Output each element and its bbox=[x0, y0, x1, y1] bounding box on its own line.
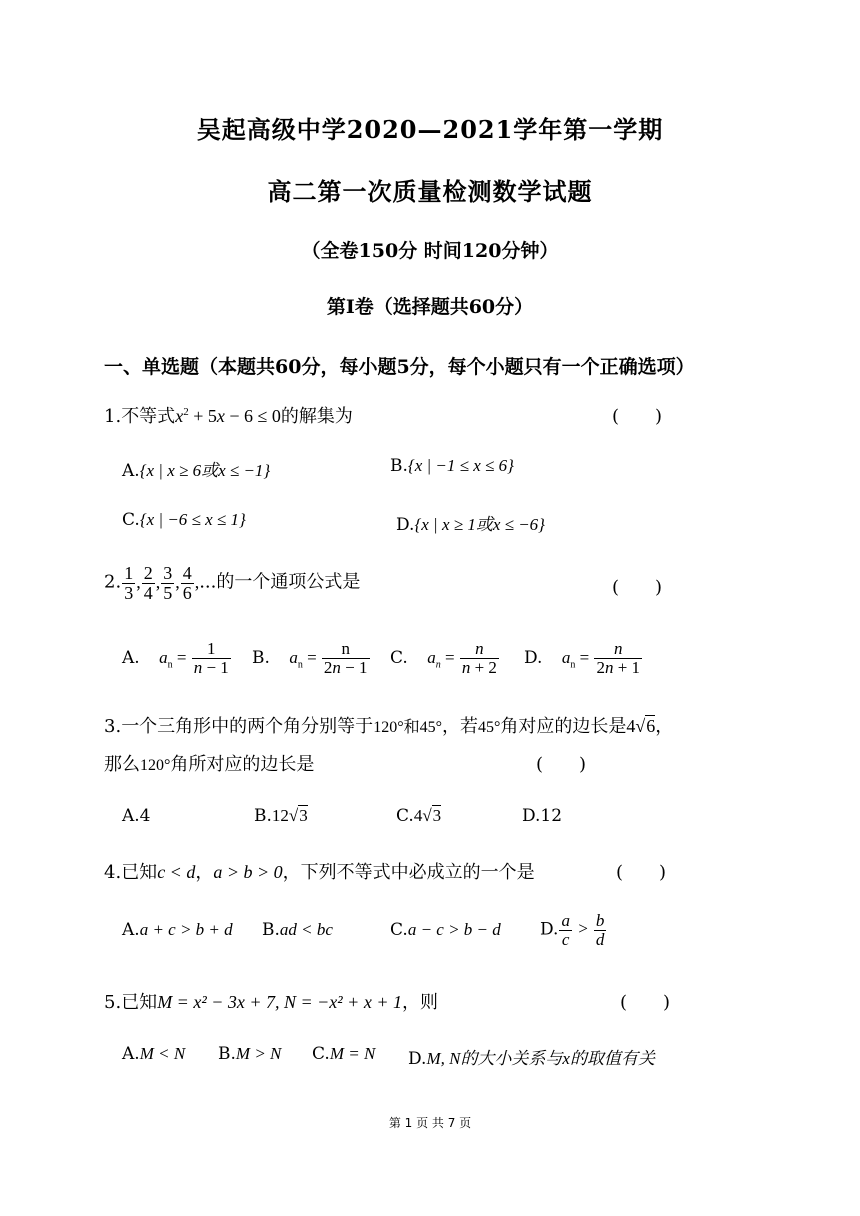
question-number: 1. bbox=[104, 406, 122, 427]
option-label: A. bbox=[122, 647, 140, 668]
exam-title: 吴起高级中学2020—2021学年第一学期 bbox=[196, 115, 664, 144]
angle-value: 120° bbox=[140, 757, 171, 774]
option-label: A. bbox=[122, 920, 140, 940]
volume-heading: 第Ⅰ卷（选择题共60分） bbox=[326, 296, 534, 318]
option-3c: C.4√3 bbox=[396, 806, 442, 826]
math-expression: a > b > 0 bbox=[213, 862, 283, 882]
question-number: 4. bbox=[104, 862, 122, 883]
question-text: ，则 bbox=[401, 992, 438, 1013]
option-label: D. bbox=[396, 515, 415, 535]
option-4d: D. $\frac{a}{c}$ > $\frac{b}{d}$ bbox=[540, 911, 605, 949]
option-label: C. bbox=[396, 806, 414, 826]
question-text: ，若 bbox=[442, 716, 478, 737]
option-1a bbox=[122, 456, 270, 481]
option-expression: {x | −1 ≤ x ≤ 6} bbox=[407, 456, 514, 475]
option-expression: a − c > b − d bbox=[407, 920, 501, 939]
question-3: 3.一个三角形中的两个角分别等于120°和45°，若45°角对应的边长是4√6， bbox=[104, 716, 674, 737]
option-5a bbox=[122, 1044, 185, 1064]
option-label: A. bbox=[122, 461, 140, 481]
option-2b: B. $a_n$ = $\frac{n}{2n - 1}$ bbox=[252, 639, 368, 677]
option-4b bbox=[262, 920, 333, 940]
question-1 bbox=[104, 402, 353, 428]
option-5d bbox=[408, 1044, 655, 1069]
option-1c bbox=[122, 510, 246, 530]
question-text: 已知 bbox=[121, 862, 158, 883]
option-label: A. bbox=[122, 1044, 140, 1064]
option-expression: M = N bbox=[329, 1044, 376, 1063]
question-5 bbox=[104, 988, 438, 1014]
option-label: B. bbox=[262, 920, 280, 940]
question-number: 2. bbox=[104, 571, 122, 593]
option-expression: {x | x ≥ 6或x ≤ −1} bbox=[139, 461, 271, 480]
option-5b bbox=[218, 1044, 281, 1064]
option-label: D. bbox=[524, 647, 543, 668]
option-expression: M < N bbox=[139, 1044, 186, 1063]
option-1b bbox=[390, 456, 514, 476]
option-2a: A. $a_n$ = $\frac{1}{n - 1}$ bbox=[122, 639, 229, 677]
option-label: D. bbox=[540, 919, 559, 940]
option-label: D. bbox=[408, 1049, 427, 1069]
option-3d: D.12 bbox=[522, 806, 563, 826]
angle-value: 45° bbox=[478, 719, 501, 736]
exam-info: （全卷150分 时间120分钟） bbox=[301, 240, 559, 262]
answer-blank: ( ) bbox=[612, 406, 663, 427]
option-expression: {x | −6 ≤ x ≤ 1} bbox=[139, 510, 246, 529]
fraction-sequence: $\frac{1}{3}$ , $\frac{2}{4}$ , $\frac{3}{5}$ , $\frac{4}{6}$ , bbox=[124, 563, 200, 603]
option-label: C. bbox=[312, 1044, 330, 1064]
option-expression: M, N的大小关系与x的取值有关 bbox=[426, 1049, 655, 1068]
question-number: 5. bbox=[104, 992, 122, 1013]
side-length: 4√6 bbox=[626, 716, 656, 736]
question-text: ...的一个通项公式是 bbox=[199, 571, 361, 593]
option-label: B. bbox=[390, 456, 408, 476]
option-5c bbox=[312, 1044, 375, 1064]
option-expression: a + c > b + d bbox=[139, 920, 233, 939]
question-text: 那么 bbox=[104, 754, 140, 775]
question-4 bbox=[104, 858, 535, 884]
angle-values: 120°和45° bbox=[373, 719, 442, 736]
math-expression: M = x² − 3x + 7, N = −x² + x + 1 bbox=[157, 992, 402, 1012]
answer-blank: ( ) bbox=[616, 862, 667, 883]
option-3a: A.4 bbox=[122, 806, 151, 826]
option-expression: ad < bc bbox=[279, 920, 333, 939]
question-text: 不等式 bbox=[121, 406, 176, 427]
math-expression: c < d bbox=[157, 862, 196, 882]
option-3b: B.12√3 bbox=[254, 806, 308, 826]
question-text: 已知 bbox=[121, 992, 158, 1013]
option-label: C. bbox=[390, 920, 408, 940]
question-2 bbox=[104, 564, 360, 603]
option-expression: {x | x ≥ 1或x ≤ −6} bbox=[414, 515, 545, 534]
question-text: 角对应的边长是 bbox=[500, 716, 627, 737]
option-label: B. bbox=[254, 806, 272, 826]
option-label: C. bbox=[390, 647, 408, 668]
question-text: 角所对应的边长是 bbox=[170, 754, 315, 775]
question-text: ， bbox=[195, 862, 214, 883]
option-label: C. bbox=[122, 510, 140, 530]
page-footer: 第 1 页 共 7 页 bbox=[388, 1116, 472, 1130]
option-4c bbox=[390, 920, 501, 940]
answer-blank: ( ) bbox=[536, 754, 587, 775]
option-expression: M > N bbox=[235, 1044, 282, 1063]
question-number: 3. bbox=[104, 716, 122, 737]
math-expression: $x^2 + 5x - 6 \le 0$ bbox=[175, 406, 281, 426]
option-label: B. bbox=[218, 1044, 236, 1064]
section-heading: 一、单选题（本题共60分，每小题5分，每个小题只有一个正确选项） bbox=[104, 356, 695, 378]
option-1d bbox=[396, 510, 545, 535]
option-4a bbox=[122, 920, 233, 940]
option-2c: C. $a_n$ = $\frac{n}{n + 2}$ bbox=[390, 639, 497, 677]
question-text: 的解集为 bbox=[280, 406, 353, 427]
question-text: ，下列不等式中必成立的一个是 bbox=[282, 862, 535, 883]
question-text: 一个三角形中的两个角分别等于 bbox=[121, 716, 374, 737]
option-label: B. bbox=[252, 647, 270, 668]
question-3-line-2 bbox=[104, 750, 314, 776]
answer-blank: ( ) bbox=[612, 577, 663, 598]
option-2d: D. $a_n$ = $\frac{n}{2n + 1}$ bbox=[524, 639, 641, 677]
answer-blank: ( ) bbox=[620, 992, 671, 1013]
exam-subtitle: 高二第一次质量检测数学试题 bbox=[267, 177, 593, 206]
